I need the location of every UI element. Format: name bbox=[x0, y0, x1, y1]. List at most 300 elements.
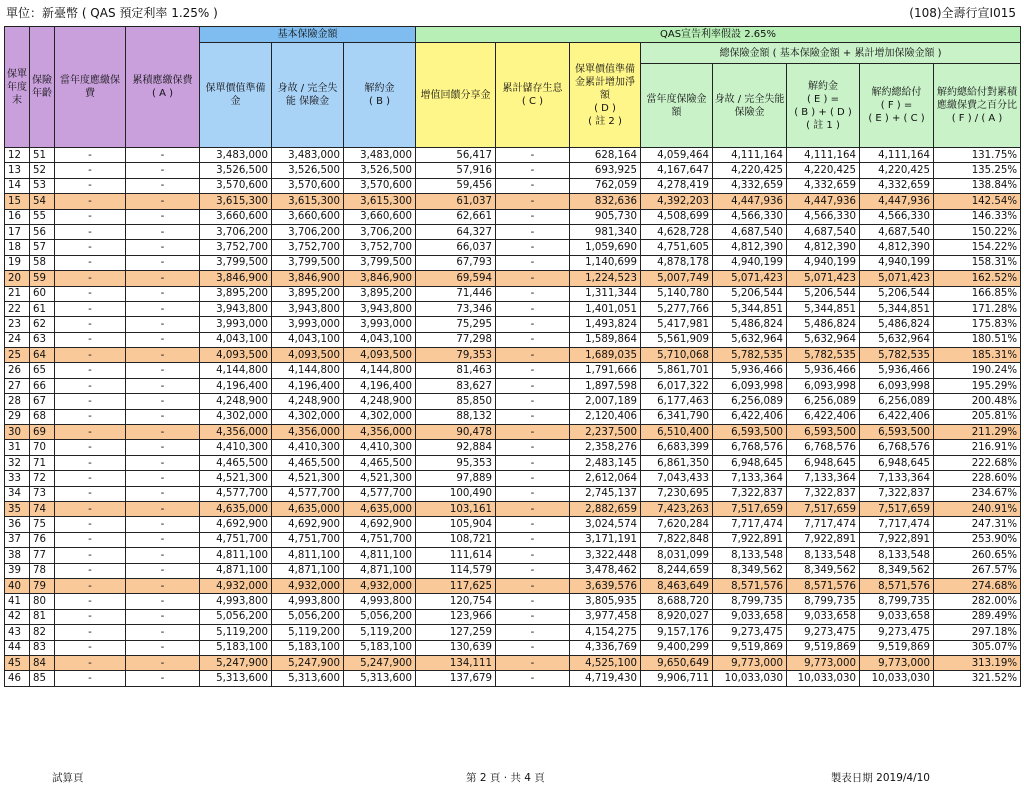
cell-added-reserve: 2,007,189 bbox=[570, 394, 641, 409]
cell-total-surrender: 8,799,735 bbox=[787, 594, 860, 609]
table-row bbox=[5, 394, 1021, 409]
added-reserve-note: ( 註 2 ) bbox=[588, 115, 622, 127]
cell-surrender: 3,483,000 bbox=[344, 148, 416, 163]
cell-reserve: 4,356,000 bbox=[200, 425, 272, 440]
cell-surrender: 3,526,500 bbox=[344, 163, 416, 178]
cell-death-benefit: 3,615,300 bbox=[272, 194, 344, 209]
cell-total-surrender: 8,349,562 bbox=[787, 563, 860, 578]
cell-year: 43 bbox=[5, 625, 30, 640]
surrender-value-label: 解約金 bbox=[364, 83, 395, 94]
cell-acc-interest: - bbox=[496, 348, 570, 363]
cell-age: 57 bbox=[30, 240, 55, 255]
cell-current-sum: 7,230,695 bbox=[641, 486, 713, 501]
cell-cum-premium: - bbox=[126, 440, 200, 455]
cell-dividend: 127,259 bbox=[416, 625, 496, 640]
cell-total-payout: 7,922,891 bbox=[860, 532, 934, 547]
cell-premium: - bbox=[55, 255, 126, 270]
cell-acc-interest: - bbox=[496, 486, 570, 501]
cell-death-benefit: 4,692,900 bbox=[272, 517, 344, 532]
cell-premium: - bbox=[55, 348, 126, 363]
cell-total-surrender: 5,071,423 bbox=[787, 271, 860, 286]
cell-total-payout: 9,273,475 bbox=[860, 625, 934, 640]
cell-total-surrender: 8,571,576 bbox=[787, 578, 860, 593]
cell-current-sum: 8,463,649 bbox=[641, 578, 713, 593]
cell-added-reserve: 3,478,462 bbox=[570, 563, 641, 578]
table-row bbox=[5, 548, 1021, 563]
table-row bbox=[5, 378, 1021, 393]
cell-surrender: 4,196,400 bbox=[344, 378, 416, 393]
cell-cum-premium: - bbox=[126, 594, 200, 609]
cell-reserve: 4,521,300 bbox=[200, 471, 272, 486]
cell-surrender: 5,183,100 bbox=[344, 640, 416, 655]
cell-current-sum: 4,392,203 bbox=[641, 194, 713, 209]
cell-total-death: 5,486,824 bbox=[713, 317, 787, 332]
col-header-age: 保險年齡 bbox=[30, 27, 55, 148]
cell-premium: - bbox=[55, 409, 126, 424]
cell-dividend: 59,456 bbox=[416, 178, 496, 193]
cell-surrender: 4,692,900 bbox=[344, 517, 416, 532]
cell-added-reserve: 1,897,598 bbox=[570, 378, 641, 393]
cell-premium: - bbox=[55, 271, 126, 286]
cell-total-payout: 8,133,548 bbox=[860, 548, 934, 563]
cell-dividend: 79,353 bbox=[416, 348, 496, 363]
col-header-surrender-value bbox=[344, 43, 416, 148]
cell-cum-premium: - bbox=[126, 640, 200, 655]
cell-added-reserve: 2,358,276 bbox=[570, 440, 641, 455]
cell-premium: - bbox=[55, 455, 126, 470]
cell-reserve: 3,993,000 bbox=[200, 317, 272, 332]
cell-total-surrender: 4,111,164 bbox=[787, 148, 860, 163]
cell-year: 26 bbox=[5, 363, 30, 378]
cell-total-surrender: 6,593,500 bbox=[787, 425, 860, 440]
cell-age: 72 bbox=[30, 471, 55, 486]
table-row bbox=[5, 625, 1021, 640]
cell-acc-interest: - bbox=[496, 240, 570, 255]
cell-death-benefit: 3,706,200 bbox=[272, 224, 344, 239]
cell-premium: - bbox=[55, 517, 126, 532]
cell-added-reserve: 4,719,430 bbox=[570, 671, 641, 686]
table-row bbox=[5, 486, 1021, 501]
cell-total-payout: 8,349,562 bbox=[860, 563, 934, 578]
cell-dividend: 117,625 bbox=[416, 578, 496, 593]
cell-total-death: 7,717,474 bbox=[713, 517, 787, 532]
cell-total-surrender: 5,936,466 bbox=[787, 363, 860, 378]
table-row bbox=[5, 609, 1021, 624]
cell-added-reserve: 762,059 bbox=[570, 178, 641, 193]
cell-cum-premium: - bbox=[126, 240, 200, 255]
cell-acc-interest: - bbox=[496, 517, 570, 532]
cell-current-sum: 8,920,027 bbox=[641, 609, 713, 624]
cell-year: 28 bbox=[5, 394, 30, 409]
cell-surrender: 5,119,200 bbox=[344, 625, 416, 640]
cell-premium: - bbox=[55, 194, 126, 209]
cell-total-surrender: 6,422,406 bbox=[787, 409, 860, 424]
cell-total-payout: 5,936,466 bbox=[860, 363, 934, 378]
cell-premium: - bbox=[55, 209, 126, 224]
cell-ratio: 247.31% bbox=[934, 517, 1021, 532]
total-surrender-note: ( 註 1 ) bbox=[806, 119, 840, 131]
cell-added-reserve: 1,401,051 bbox=[570, 301, 641, 316]
cell-total-surrender: 9,773,000 bbox=[787, 655, 860, 670]
cell-year: 45 bbox=[5, 655, 30, 670]
cell-ratio: 154.22% bbox=[934, 240, 1021, 255]
col-header-current-sum: 當年度保險金額 bbox=[641, 64, 713, 148]
cell-total-payout: 5,632,964 bbox=[860, 332, 934, 347]
cell-total-payout: 7,133,364 bbox=[860, 471, 934, 486]
cell-ratio: 131.75% bbox=[934, 148, 1021, 163]
table-row bbox=[5, 517, 1021, 532]
cell-total-death: 6,093,998 bbox=[713, 378, 787, 393]
cell-year: 22 bbox=[5, 301, 30, 316]
cell-ratio: 289.49% bbox=[934, 609, 1021, 624]
cell-age: 55 bbox=[30, 209, 55, 224]
total-surrender-label: 解約金 bbox=[808, 80, 838, 92]
table-row bbox=[5, 425, 1021, 440]
cell-ratio: 162.52% bbox=[934, 271, 1021, 286]
cell-reserve: 3,752,700 bbox=[200, 240, 272, 255]
cell-total-payout: 5,782,535 bbox=[860, 348, 934, 363]
cell-acc-interest: - bbox=[496, 224, 570, 239]
cell-current-sum: 7,620,284 bbox=[641, 517, 713, 532]
cell-cum-premium: - bbox=[126, 455, 200, 470]
cell-reserve: 4,811,100 bbox=[200, 548, 272, 563]
group-header-qas: QAS宣告利率假設 2.65% bbox=[416, 27, 1021, 43]
cell-surrender: 4,993,800 bbox=[344, 594, 416, 609]
cell-acc-interest: - bbox=[496, 332, 570, 347]
cell-surrender: 3,752,700 bbox=[344, 240, 416, 255]
cell-dividend: 97,889 bbox=[416, 471, 496, 486]
cell-current-sum: 4,278,419 bbox=[641, 178, 713, 193]
cell-total-payout: 7,517,659 bbox=[860, 501, 934, 516]
cell-current-sum: 6,861,350 bbox=[641, 455, 713, 470]
cell-premium: - bbox=[55, 548, 126, 563]
cell-total-death: 4,220,425 bbox=[713, 163, 787, 178]
cell-total-death: 7,517,659 bbox=[713, 501, 787, 516]
cell-ratio: 305.07% bbox=[934, 640, 1021, 655]
cell-total-death: 6,948,645 bbox=[713, 455, 787, 470]
cell-cum-premium: - bbox=[126, 148, 200, 163]
cell-current-sum: 8,244,659 bbox=[641, 563, 713, 578]
cell-added-reserve: 2,612,064 bbox=[570, 471, 641, 486]
cell-total-surrender: 6,948,645 bbox=[787, 455, 860, 470]
cell-ratio: 138.84% bbox=[934, 178, 1021, 193]
table-row bbox=[5, 178, 1021, 193]
cell-year: 40 bbox=[5, 578, 30, 593]
cell-age: 71 bbox=[30, 455, 55, 470]
cell-ratio: 190.24% bbox=[934, 363, 1021, 378]
cell-year: 33 bbox=[5, 471, 30, 486]
cell-acc-interest: - bbox=[496, 425, 570, 440]
col-header-annual-premium: 當年度應繳保費 bbox=[55, 27, 126, 148]
cell-added-reserve: 1,589,864 bbox=[570, 332, 641, 347]
cell-premium: - bbox=[55, 486, 126, 501]
cell-current-sum: 9,400,299 bbox=[641, 640, 713, 655]
cell-acc-interest: - bbox=[496, 271, 570, 286]
cell-premium: - bbox=[55, 394, 126, 409]
cell-current-sum: 8,688,720 bbox=[641, 594, 713, 609]
col-header-accumulated-interest bbox=[496, 43, 570, 148]
cell-year: 21 bbox=[5, 286, 30, 301]
cell-premium: - bbox=[55, 655, 126, 670]
cell-total-surrender: 9,033,658 bbox=[787, 609, 860, 624]
cell-total-payout: 5,344,851 bbox=[860, 301, 934, 316]
cell-death-benefit: 3,895,200 bbox=[272, 286, 344, 301]
cell-premium: - bbox=[55, 178, 126, 193]
total-payout-formula-1: ( F ) = bbox=[880, 100, 913, 111]
cell-age: 51 bbox=[30, 148, 55, 163]
cell-added-reserve: 3,322,448 bbox=[570, 548, 641, 563]
cell-death-benefit: 5,313,600 bbox=[272, 671, 344, 686]
table-row bbox=[5, 255, 1021, 270]
cell-year: 25 bbox=[5, 348, 30, 363]
cell-cum-premium: - bbox=[126, 578, 200, 593]
cell-ratio: 146.33% bbox=[934, 209, 1021, 224]
cell-surrender: 4,093,500 bbox=[344, 348, 416, 363]
cell-death-benefit: 4,635,000 bbox=[272, 501, 344, 516]
cell-dividend: 61,037 bbox=[416, 194, 496, 209]
cell-death-benefit: 4,751,700 bbox=[272, 532, 344, 547]
cell-total-death: 5,632,964 bbox=[713, 332, 787, 347]
cell-total-death: 4,940,199 bbox=[713, 255, 787, 270]
cell-dividend: 67,793 bbox=[416, 255, 496, 270]
cell-ratio: 166.85% bbox=[934, 286, 1021, 301]
cell-dividend: 92,884 bbox=[416, 440, 496, 455]
table-row bbox=[5, 148, 1021, 163]
cell-total-surrender: 5,632,964 bbox=[787, 332, 860, 347]
cell-dividend: 66,037 bbox=[416, 240, 496, 255]
cell-cum-premium: - bbox=[126, 301, 200, 316]
cell-acc-interest: - bbox=[496, 394, 570, 409]
cell-reserve: 4,410,300 bbox=[200, 440, 272, 455]
cell-total-surrender: 4,220,425 bbox=[787, 163, 860, 178]
cell-year: 39 bbox=[5, 563, 30, 578]
col-header-cumulative-premium bbox=[126, 27, 200, 148]
cell-total-payout: 7,717,474 bbox=[860, 517, 934, 532]
cell-premium: - bbox=[55, 301, 126, 316]
cell-total-surrender: 5,782,535 bbox=[787, 348, 860, 363]
cell-total-payout: 4,566,330 bbox=[860, 209, 934, 224]
cell-dividend: 130,639 bbox=[416, 640, 496, 655]
cell-death-benefit: 4,521,300 bbox=[272, 471, 344, 486]
cell-year: 44 bbox=[5, 640, 30, 655]
cell-current-sum: 6,177,463 bbox=[641, 394, 713, 409]
cell-added-reserve: 4,525,100 bbox=[570, 655, 641, 670]
cell-death-benefit: 3,993,000 bbox=[272, 317, 344, 332]
cell-total-payout: 8,571,576 bbox=[860, 578, 934, 593]
cell-acc-interest: - bbox=[496, 455, 570, 470]
cell-added-reserve: 1,311,344 bbox=[570, 286, 641, 301]
cell-age: 67 bbox=[30, 394, 55, 409]
illustration-table bbox=[4, 26, 1021, 687]
cell-total-death: 9,273,475 bbox=[713, 625, 787, 640]
cell-reserve: 4,993,800 bbox=[200, 594, 272, 609]
table-row bbox=[5, 332, 1021, 347]
currency-unit: 單位：新臺幣 ( QAS 預定利率 1.25% ) bbox=[6, 6, 218, 20]
cell-added-reserve: 2,120,406 bbox=[570, 409, 641, 424]
cell-dividend: 100,490 bbox=[416, 486, 496, 501]
cell-total-payout: 8,799,735 bbox=[860, 594, 934, 609]
cell-reserve: 4,144,800 bbox=[200, 363, 272, 378]
cell-dividend: 57,916 bbox=[416, 163, 496, 178]
cell-dividend: 108,721 bbox=[416, 532, 496, 547]
table-body bbox=[5, 148, 1021, 687]
cell-premium: - bbox=[55, 378, 126, 393]
cell-dividend: 111,614 bbox=[416, 548, 496, 563]
cell-ratio: 260.65% bbox=[934, 548, 1021, 563]
cell-acc-interest: - bbox=[496, 655, 570, 670]
cell-added-reserve: 905,730 bbox=[570, 209, 641, 224]
cell-total-payout: 4,687,540 bbox=[860, 224, 934, 239]
cell-year: 20 bbox=[5, 271, 30, 286]
cell-age: 63 bbox=[30, 332, 55, 347]
cell-total-payout: 6,256,089 bbox=[860, 394, 934, 409]
cell-death-benefit: 5,247,900 bbox=[272, 655, 344, 670]
cell-total-surrender: 8,133,548 bbox=[787, 548, 860, 563]
table-row bbox=[5, 532, 1021, 547]
cell-death-benefit: 3,846,900 bbox=[272, 271, 344, 286]
cell-reserve: 4,635,000 bbox=[200, 501, 272, 516]
cell-acc-interest: - bbox=[496, 578, 570, 593]
cell-surrender: 4,144,800 bbox=[344, 363, 416, 378]
cell-current-sum: 4,878,178 bbox=[641, 255, 713, 270]
cell-age: 76 bbox=[30, 532, 55, 547]
cell-reserve: 3,526,500 bbox=[200, 163, 272, 178]
cell-death-benefit: 4,410,300 bbox=[272, 440, 344, 455]
cell-total-death: 8,349,562 bbox=[713, 563, 787, 578]
cell-acc-interest: - bbox=[496, 286, 570, 301]
cell-total-death: 5,344,851 bbox=[713, 301, 787, 316]
cell-total-payout: 4,332,659 bbox=[860, 178, 934, 193]
cell-ratio: 216.91% bbox=[934, 440, 1021, 455]
cell-surrender: 4,302,000 bbox=[344, 409, 416, 424]
table-row bbox=[5, 271, 1021, 286]
cell-death-benefit: 3,752,700 bbox=[272, 240, 344, 255]
cell-total-surrender: 10,033,030 bbox=[787, 671, 860, 686]
cell-current-sum: 9,906,711 bbox=[641, 671, 713, 686]
table-row bbox=[5, 363, 1021, 378]
cell-current-sum: 7,423,263 bbox=[641, 501, 713, 516]
cell-premium: - bbox=[55, 501, 126, 516]
cell-total-surrender: 6,256,089 bbox=[787, 394, 860, 409]
cell-total-payout: 10,033,030 bbox=[860, 671, 934, 686]
cell-reserve: 3,799,500 bbox=[200, 255, 272, 270]
cell-total-death: 9,519,869 bbox=[713, 640, 787, 655]
cell-current-sum: 6,341,790 bbox=[641, 409, 713, 424]
cell-reserve: 3,895,200 bbox=[200, 286, 272, 301]
cell-premium: - bbox=[55, 286, 126, 301]
cell-premium: - bbox=[55, 594, 126, 609]
cell-year: 23 bbox=[5, 317, 30, 332]
cell-reserve: 4,751,700 bbox=[200, 532, 272, 547]
cell-dividend: 69,594 bbox=[416, 271, 496, 286]
table-row bbox=[5, 563, 1021, 578]
cell-current-sum: 5,861,701 bbox=[641, 363, 713, 378]
cell-total-surrender: 5,206,544 bbox=[787, 286, 860, 301]
cell-age: 77 bbox=[30, 548, 55, 563]
cell-total-payout: 6,093,998 bbox=[860, 378, 934, 393]
cell-year: 19 bbox=[5, 255, 30, 270]
total-payout-label: 解約總給付 bbox=[871, 87, 922, 98]
cell-surrender: 4,356,000 bbox=[344, 425, 416, 440]
cell-ratio: 267.57% bbox=[934, 563, 1021, 578]
cell-ratio: 185.31% bbox=[934, 348, 1021, 363]
cell-cum-premium: - bbox=[126, 563, 200, 578]
cell-current-sum: 5,007,749 bbox=[641, 271, 713, 286]
cell-reserve: 3,846,900 bbox=[200, 271, 272, 286]
cell-age: 75 bbox=[30, 517, 55, 532]
cell-age: 60 bbox=[30, 286, 55, 301]
cell-cum-premium: - bbox=[126, 271, 200, 286]
cell-surrender: 4,811,100 bbox=[344, 548, 416, 563]
cell-ratio: 240.91% bbox=[934, 501, 1021, 516]
cell-death-benefit: 3,660,600 bbox=[272, 209, 344, 224]
cell-death-benefit: 5,056,200 bbox=[272, 609, 344, 624]
table-row bbox=[5, 240, 1021, 255]
cell-total-death: 5,782,535 bbox=[713, 348, 787, 363]
cell-cum-premium: - bbox=[126, 317, 200, 332]
cell-added-reserve: 2,237,500 bbox=[570, 425, 641, 440]
table-row bbox=[5, 194, 1021, 209]
cell-year: 42 bbox=[5, 609, 30, 624]
cell-acc-interest: - bbox=[496, 440, 570, 455]
cell-cum-premium: - bbox=[126, 425, 200, 440]
cell-acc-interest: - bbox=[496, 609, 570, 624]
cell-year: 24 bbox=[5, 332, 30, 347]
cell-total-death: 5,206,544 bbox=[713, 286, 787, 301]
cell-age: 59 bbox=[30, 271, 55, 286]
cell-cum-premium: - bbox=[126, 332, 200, 347]
cell-dividend: 56,417 bbox=[416, 148, 496, 163]
cell-premium: - bbox=[55, 671, 126, 686]
cell-cum-premium: - bbox=[126, 363, 200, 378]
accumulated-interest-code: ( C ) bbox=[521, 96, 544, 107]
cell-total-death: 4,332,659 bbox=[713, 178, 787, 193]
cell-age: 79 bbox=[30, 578, 55, 593]
cell-age: 81 bbox=[30, 609, 55, 624]
cell-age: 73 bbox=[30, 486, 55, 501]
cell-total-death: 4,566,330 bbox=[713, 209, 787, 224]
cell-premium: - bbox=[55, 578, 126, 593]
payout-ratio-label: 解約總給付對累積應繳保費之百分比 bbox=[937, 87, 1017, 111]
cell-age: 80 bbox=[30, 594, 55, 609]
cell-total-death: 7,133,364 bbox=[713, 471, 787, 486]
cell-acc-interest: - bbox=[496, 363, 570, 378]
cumulative-premium-code: ( A ) bbox=[151, 88, 173, 99]
table-row bbox=[5, 317, 1021, 332]
cell-age: 53 bbox=[30, 178, 55, 193]
cell-cum-premium: - bbox=[126, 378, 200, 393]
surrender-value-code: ( B ) bbox=[368, 96, 391, 107]
cell-dividend: 134,111 bbox=[416, 655, 496, 670]
cell-ratio: 175.83% bbox=[934, 317, 1021, 332]
total-surrender-formula-2: ( B ) + ( D ) bbox=[794, 106, 852, 118]
cell-reserve: 4,248,900 bbox=[200, 394, 272, 409]
cell-total-payout: 4,220,425 bbox=[860, 163, 934, 178]
cell-cum-premium: - bbox=[126, 224, 200, 239]
cell-ratio: 228.60% bbox=[934, 471, 1021, 486]
cell-year: 35 bbox=[5, 501, 30, 516]
cell-total-death: 6,768,576 bbox=[713, 440, 787, 455]
cell-current-sum: 4,059,464 bbox=[641, 148, 713, 163]
cell-acc-interest: - bbox=[496, 548, 570, 563]
cell-current-sum: 4,751,605 bbox=[641, 240, 713, 255]
cell-ratio: 297.18% bbox=[934, 625, 1021, 640]
print-date: 製表日期 2019/4/10 bbox=[830, 772, 930, 784]
cell-surrender: 4,871,100 bbox=[344, 563, 416, 578]
cell-ratio: 200.48% bbox=[934, 394, 1021, 409]
cell-reserve: 4,871,100 bbox=[200, 563, 272, 578]
cell-dividend: 103,161 bbox=[416, 501, 496, 516]
